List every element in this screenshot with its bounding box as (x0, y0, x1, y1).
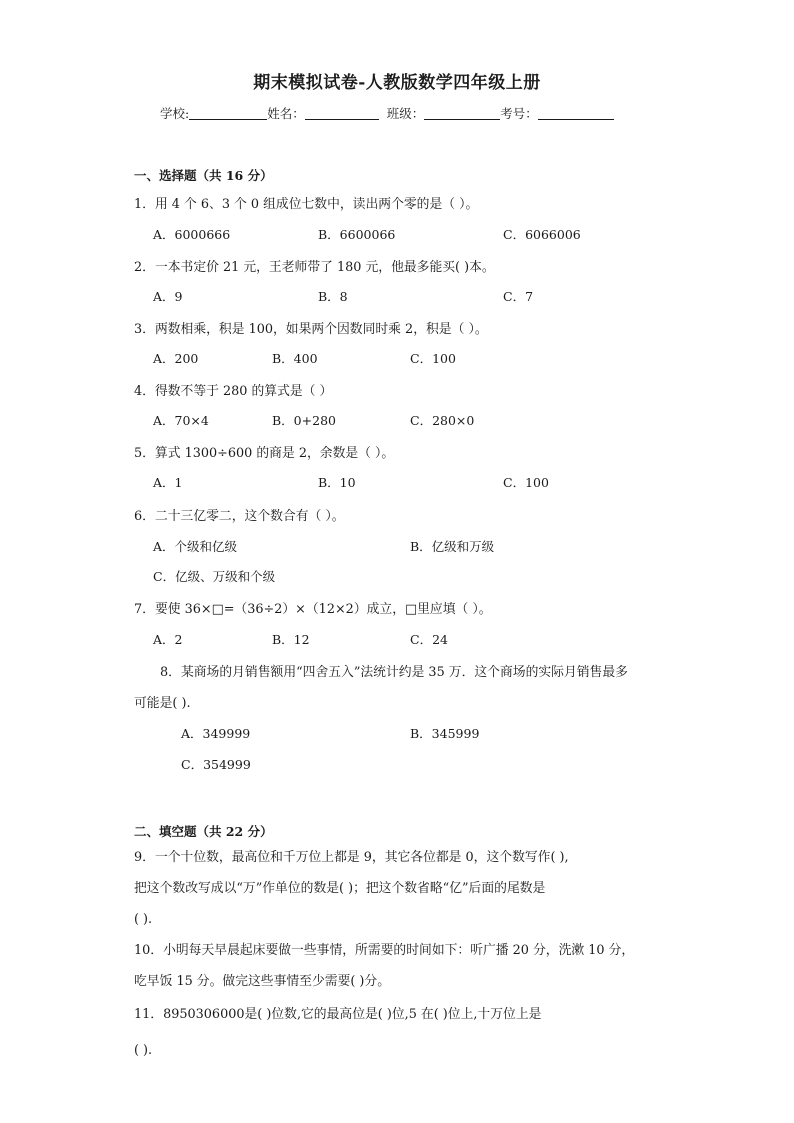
q3-option-c[interactable]: C．100 (410, 351, 456, 366)
class-blank[interactable] (424, 106, 500, 120)
q1-option-c[interactable]: C．6066006 (503, 227, 581, 242)
question-5: 5．算式 1300÷600 的商是 2，余数是（ ）。 (134, 446, 395, 461)
question-7: 7．要使 36×□=（36÷2）×（12×2）成立，□里应填（ ）。 (134, 602, 492, 617)
q2-option-a[interactable]: A．9 (153, 289, 183, 304)
question-8-line1: 8．某商场的月销售额用“四舍五入”法统计约是 35 万．这个商场的实际月销售最多 (160, 665, 628, 680)
q5-option-a[interactable]: A．1 (153, 475, 183, 490)
q7-option-a[interactable]: A．2 (153, 632, 183, 647)
q4-option-b[interactable]: B．0+280 (272, 413, 336, 428)
question-11-line2: ( ). (134, 1043, 153, 1058)
q4-option-c[interactable]: C．280×0 (410, 413, 475, 428)
question-10-line1: 10．小明每天早晨起床要做一些事情，所需要的时间如下：听广播 20 分，洗漱 10 分， (134, 943, 635, 958)
name-label: 姓名： (267, 106, 305, 121)
q1-option-b[interactable]: B．6600066 (318, 227, 396, 242)
number-blank[interactable] (538, 106, 614, 120)
q6-option-a[interactable]: A．个级和亿级 (153, 539, 238, 554)
q6-option-c[interactable]: C．亿级、万级和个级 (153, 569, 276, 584)
name-blank[interactable] (305, 106, 379, 120)
q8-option-c[interactable]: C．354999 (181, 757, 251, 772)
question-10-line2: 吃早饭 15 分。做完这些事情至少需要( )分。 (134, 974, 391, 989)
q8-option-a[interactable]: A．349999 (181, 726, 251, 741)
q3-option-b[interactable]: B．400 (272, 351, 318, 366)
question-8-line2: 可能是( ). (134, 696, 191, 711)
q5-option-b[interactable]: B．10 (318, 475, 356, 490)
question-6: 6．二十三亿零二，这个数合有（ ）。 (134, 509, 345, 524)
school-blank[interactable] (189, 106, 267, 120)
section-title-choice: 一、选择题（共 16 分） (134, 168, 273, 183)
question-1: 1．用 4 个 6、3 个 0 组成位七数中，读出两个零的是（ ）。 (134, 197, 479, 212)
question-3: 3．两数相乘，积是 100，如果两个因数同时乘 2，积是（ ）。 (134, 322, 488, 337)
school-label: 学校: (160, 106, 190, 121)
q3-option-a[interactable]: A．200 (153, 351, 199, 366)
q5-option-c[interactable]: C．100 (503, 475, 549, 490)
q2-option-c[interactable]: C．7 (503, 289, 534, 304)
number-label: 考号： (500, 106, 538, 121)
page-title: 期末模拟试卷-人教版数学四年级上册 (253, 73, 541, 93)
q1-option-a[interactable]: A．6000666 (153, 227, 231, 242)
student-info-line (160, 104, 614, 122)
q2-option-b[interactable]: B．8 (318, 289, 348, 304)
q4-option-a[interactable]: A．70×4 (153, 413, 209, 428)
q7-option-c[interactable]: C．24 (410, 632, 448, 647)
question-4: 4．得数不等于 280 的算式是（ ） (134, 384, 333, 399)
question-11-line1: 11．8950306000是( )位数,它的最高位是( )位,5 在( )位上,十万位上是 (134, 1007, 542, 1022)
q6-option-b[interactable]: B．亿级和万级 (410, 539, 495, 554)
question-9-line1: 9．一个十位数，最高位和千万位上都是 9，其它各位都是 0，这个数写作( ), (134, 850, 569, 865)
question-2: 2．一本书定价 21 元，王老师带了 180 元，他最多能买( )本。 (134, 260, 495, 275)
question-9-line2: 把这个数改写成以“万”作单位的数是( )；把这个数省略“亿”后面的尾数是 (134, 881, 546, 896)
q7-option-b[interactable]: B．12 (272, 632, 310, 647)
class-label: 班级： (386, 106, 425, 121)
section-title-fill: 二、填空题（共 22 分） (134, 824, 273, 839)
question-9-line3: ( ). (134, 912, 153, 927)
q8-option-b[interactable]: B．345999 (410, 726, 480, 741)
